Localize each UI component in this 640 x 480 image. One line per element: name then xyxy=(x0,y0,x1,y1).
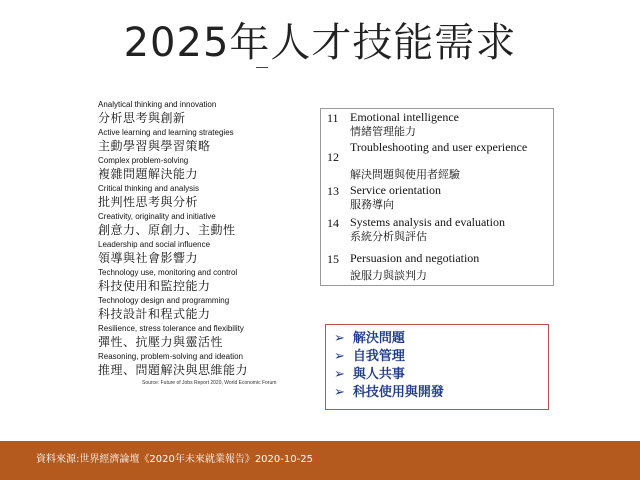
skill-zh: 推理、問題解決與思維能力 xyxy=(98,363,249,377)
arrow-bullet-icon: ➢ xyxy=(334,349,345,364)
skill-zh: 批判性思考與分析 xyxy=(98,195,199,209)
skill-en: Complex problem-solving xyxy=(98,156,189,165)
skill-zh: 分析思考與創新 xyxy=(98,111,186,125)
skill-zh: 說服力與談判力 xyxy=(350,269,427,282)
bullet-text: 自我管理 xyxy=(352,349,405,364)
skill-number: 14 xyxy=(327,216,339,230)
skill-zh: 彈性、抗壓力與靈活性 xyxy=(98,335,224,349)
skill-zh: 複雜問題解決能力 xyxy=(98,167,199,181)
skill-item-7 xyxy=(98,268,288,294)
skill-number: 11 xyxy=(327,111,339,125)
skill-item-10 xyxy=(98,352,288,378)
skill-en: Technology use, monitoring and control xyxy=(98,268,238,277)
skill-zh: 解決問題與使用者經驗 xyxy=(350,168,460,181)
skill-item-8 xyxy=(98,296,288,322)
bullet-item xyxy=(334,330,405,348)
top-skills-list xyxy=(98,100,288,440)
skill-number: 15 xyxy=(327,252,339,266)
bullet-text: 解決問題 xyxy=(352,331,405,346)
footer-bar xyxy=(0,441,640,480)
skill-en: Creativity, originality and initiative xyxy=(98,212,216,221)
arrow-bullet-icon: ➢ xyxy=(334,367,345,382)
skill-en: Resilience, stress tolerance and flexibility xyxy=(98,324,244,333)
skill-en: Technology design and programming xyxy=(98,296,230,305)
skill-zh: 服務導向 xyxy=(350,198,394,211)
skill-en: Leadership and social influence xyxy=(98,240,211,249)
skill-en: Critical thinking and analysis xyxy=(98,184,199,193)
skill-item-5 xyxy=(98,212,288,238)
skill-zh: 創意力、原創力、主動性 xyxy=(98,223,236,237)
skill-zh: 科技設計和程式能力 xyxy=(98,307,211,321)
title-underline-mark xyxy=(256,67,268,68)
skill-en: Persuasion and negotiation xyxy=(350,251,480,265)
skill-zh: 領導與社會影響力 xyxy=(98,251,199,265)
skills-11-15-box xyxy=(320,108,554,286)
skill-en: Analytical thinking and innovation xyxy=(98,100,217,109)
skill-zh: 系統分析與評估 xyxy=(350,230,427,243)
source-citation: Source: Future of Jobs Report 2020, World Economic Forum xyxy=(142,380,277,386)
slide-title: 2025年人才技能需求 xyxy=(123,20,517,66)
footer-source-text: 資料來源:世界經濟論壇《2020年未來就業報告》2020-10-25 xyxy=(36,454,313,465)
skill-item-9 xyxy=(98,324,288,350)
skill-zh: 科技使用和監控能力 xyxy=(98,279,211,293)
bullet-item xyxy=(334,384,444,402)
skill-en: Systems analysis and evaluation xyxy=(350,215,505,229)
skill-item-3 xyxy=(98,156,288,182)
arrow-bullet-icon: ➢ xyxy=(334,385,345,400)
skill-item-2 xyxy=(98,128,288,154)
skill-item-4 xyxy=(98,184,288,210)
skill-item-1 xyxy=(98,100,288,126)
bullet-item xyxy=(334,366,405,384)
bullet-item xyxy=(334,348,405,366)
skill-number: 13 xyxy=(327,184,339,198)
skill-en: Active learning and learning strategies xyxy=(98,128,234,137)
skill-en: Emotional intelligence xyxy=(350,110,459,124)
bullet-text: 科技使用與開發 xyxy=(352,385,444,400)
bullet-text: 與人共事 xyxy=(352,367,405,382)
skill-zh: 主動學習與學習策略 xyxy=(98,139,211,153)
skill-en: Troubleshooting and user experience xyxy=(350,140,528,154)
skill-zh: 情緒管理能力 xyxy=(350,125,416,138)
arrow-bullet-icon: ➢ xyxy=(334,331,345,346)
skill-en: Reasoning, problem-solving and ideation xyxy=(98,352,243,361)
skill-en: Service orientation xyxy=(350,183,441,197)
skill-item-6 xyxy=(98,240,288,266)
skill-number: 12 xyxy=(327,150,339,164)
key-skills-box xyxy=(325,324,549,410)
